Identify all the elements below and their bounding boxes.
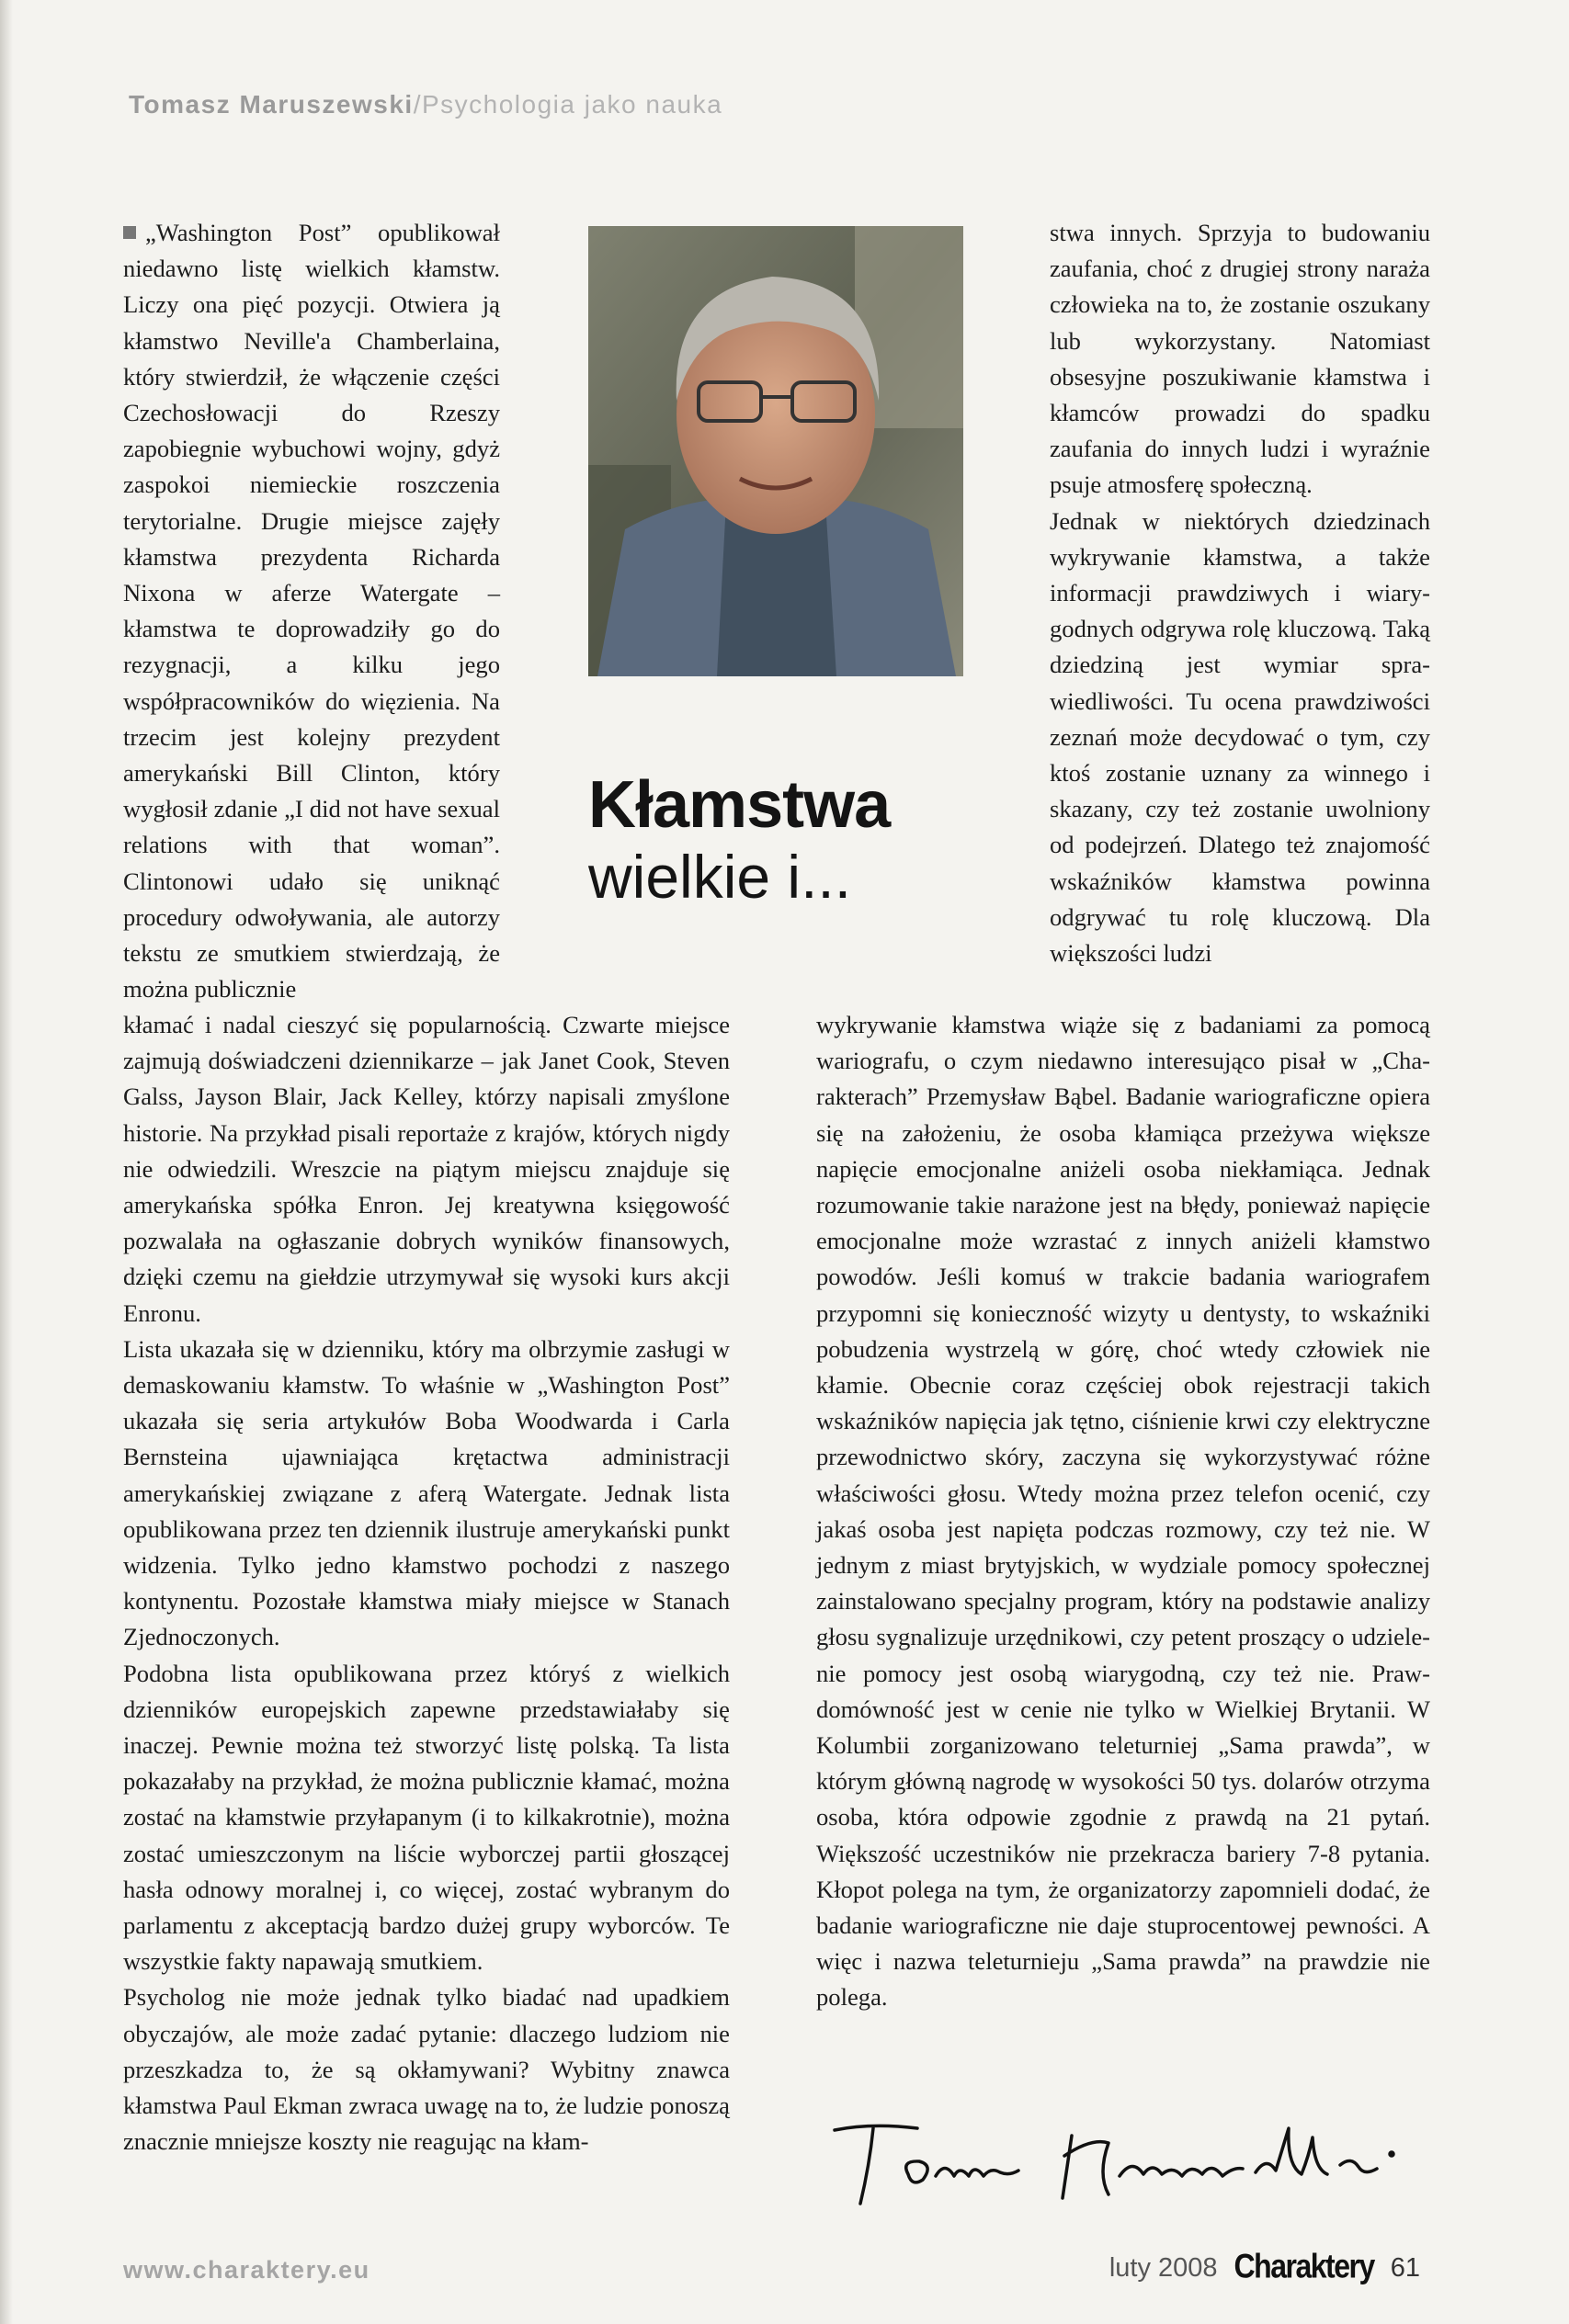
left-column-bottom [123,1007,730,2160]
paragraph-bullet-icon [123,226,136,239]
title-main: Kłamstwa [588,768,891,842]
page-spine-shadow [0,0,13,2324]
right-top-paragraph-2: Jednak w niektórych dziedzinach wykrywanie kłamstwa, a także informacji prawdziwych i wiarygodnych odgrywa rolę kluczową. Taką dziedziną jest wymiar sprawiedliwości. Tu ocena prawdziwości zeznań może decydować o tym, czy ktoś zostanie uznany za winnego i skazany, czy też zostanie uwolniony od podejrzeń. Dlatego też znajomość wskaźników kłamstwa powinna odgrywać tu rolę kluczową. Dla większości ludzi [1050,506,1430,968]
footer-magazine-logo: Charaktery [1234,2247,1374,2285]
handwritten-signature-icon [816,2110,1423,2211]
left-column-top [123,215,500,1007]
footer-issue-info [1109,2247,1420,2285]
left-bottom-paragraph-3: Podobna lista opublikowana przez któryś z wielkich dzienników europejskich zapewne przedstawiałaby się inaczej. Pewnie można też stworzyć listę polską. Ta lista pokazałaby na przykład, że można publicznie kłamać, można zostać na kłamstwie przyłapanym (i to kilkakrotnie), można zostać umieszczonym na liście wyborczej partii głoszącej hasła odnowy moralnej i, co więcej, zostać wybranym do parlamentu z akceptacją bardzo dużej grupy wyborców. Te wszystkie fakty napawają smutkiem. [123,1659,730,1976]
author-portrait-icon [588,226,963,676]
right-bottom-paragraph: wykrywanie kłamstwa wiąże się z badaniami za pomocą wariografu, o czym niedawno interesująco pisał w „Charakterach” Przemysław Bąbel. Badanie wariograficzne opiera się na założeniu, że osoba kłamiąca przeżywa większe napięcie emocjonalne aniżeli osoba niekłamiąca. Jednak rozumowanie takie narażone jest na błędy, ponieważ napięcie emocjonalne może wzrastać z innych aniżeli kłamstwo powodów. Jeśli komuś w trakcie badania wariografem przypomni się konieczność wizyty u dentysty, to wskaźniki pobudzenia wystrzelą w górę, choć wtedy człowiek nie kłamie. Obecnie coraz częściej obok rejestracji takich wskaźników napięcia jak tętno, ciśnienie krwi czy elektryczne przewodnictwo skóry, zaczyna się wykorzystywać różne właściwości głosu. Wtedy można przez telefon ocenić, czy jakaś osoba jest napięta podczas rozmowy, czy też nie. W jednym z miast brytyjskich, w wydziale pomocy społecznej zainstalowano specjalny program, który na podstawie analizy głosu sygnalizuje urzędnikowi, czy petent proszący o udzielenie pomocy jest osobą wiarygodną, czy też nie. Prawdomówność jest w cenie nie tylko w Wielkiej Brytanii. W Kolumbii zorganizowano teleturniej „Sama prawda”, w którym główną nagrodę w wysokości 50 tys. dolarów otrzyma osoba, która odpowie zgodnie z prawdą na 21 pytań. Większość uczestników nie przekracza bariery 7-8 pytania. Kłopot polega na tym, że organizatorzy zapomnieli dodać, że badanie wariograficzne nie daje stuprocentowej pewności. A więc i nazwa teleturnieju „Sama prawda” na prawdzie nie polega. [816,1011,1430,2012]
author-photo [588,226,963,676]
article-title [588,766,1020,910]
title-sub: wielkie i... [588,843,852,911]
right-column-bottom [816,1007,1430,2016]
footer-page-number: 61 [1390,2253,1420,2283]
header-author: Tomasz Maruszewski [129,90,414,119]
left-bottom-paragraph-2: Lista ukazała się w dzienniku, który ma olbrzymie zasługi w demaskowaniu kłamstw. To właśnie w „Washington Post” ukazała się seria artykułów Boba Woodwarda i Carla Bernsteina ujawniająca krętactwa administracji amerykańskiej związane z aferą Watergate. Jednak lista opublikowana przez ten dziennik ilustruje amerykański punkt widzenia. Tylko jedno kłamstwo pochodzi z naszego kontynentu. Pozostałe kłamstwa miały miejsce w Stanach Zjednoczonych. [123,1334,730,1651]
footer-website: www.charaktery.eu [123,2256,370,2284]
right-column-top [1050,215,1430,971]
footer-date: luty 2008 [1109,2253,1218,2283]
right-top-paragraph-1: stwa innych. Sprzyja to budowaniu zaufania, choć z drugiej strony naraża człowieka na to, że zostanie oszukany lub wykorzystany. Natomiast obsesyjne poszukiwanie kłamstwa i kłamców prowadzi do spadku zaufania do innych ludzi i wyraźnie psuje atmosferę społeczną. [1050,219,1430,499]
left-top-text: „Washington Post” opublikował niedawno listę wielkich kłamstw. Liczy ona pięć pozycji. Otwiera ją kłamstwo Neville'a Chamberlaina, który stwierdził, że włączenie części Czechosłowacji do Rzeszy zapobiegnie wybuchowi wojny, gdyż zaspokoi niemieckie roszczenia terytorialne. Drugie miejsce zajęły kłamstwa prezydenta Richarda Nixona w aferze Watergate – kłamstwa te doprowadziły go do rezygnacji, a kilku jego współpracowników do więzienia. Na trzecim jest kolejny prezydent amerykański Bill Clinton, który wygłosił zdanie „I did not have sexual relations with that woman”. Clintonowi udało się uniknąć procedury odwoływania, ale autorzy tekstu ze smutkiem stwierdzają, że można publicznie [123,219,500,1003]
running-header [129,90,722,119]
header-separator: / [413,90,422,119]
author-signature [816,2110,1423,2211]
header-section: Psychologia jako nauka [421,90,723,119]
left-bottom-paragraph-1: kłamać i nadal cieszyć się popularnością. Czwarte miejsce zajmują doświadczeni dziennikarze – jak Janet Cook, Steven Galss, Jayson Blair, Jack Kelley, którzy napisali zmyślone historie. Na przykład pisali reportaże z krajów, których nigdy nie odwiedzili. Wreszcie na piątym miejscu znajduje się amerykańska spółka Enron. Jej kreatywna księgowość pozwalała na ogłaszanie dobrych wyników finansowych, dzięki czemu na giełdzie utrzymywał się wysoki kurs akcji Enronu. [123,1011,730,1327]
left-bottom-paragraph-4: Psycholog nie może jednak tylko biadać nad upadkiem obyczajów, ale może zadać pytanie: dlaczego ludziom nie przeszkadza to, że są okłamywani? Wybitny znawca kłamstwa Paul Ekman zwraca uwagę na to, że ludzie ponoszą znacznie mniejsze koszty nie reagując na kłam- [123,1983,730,2156]
